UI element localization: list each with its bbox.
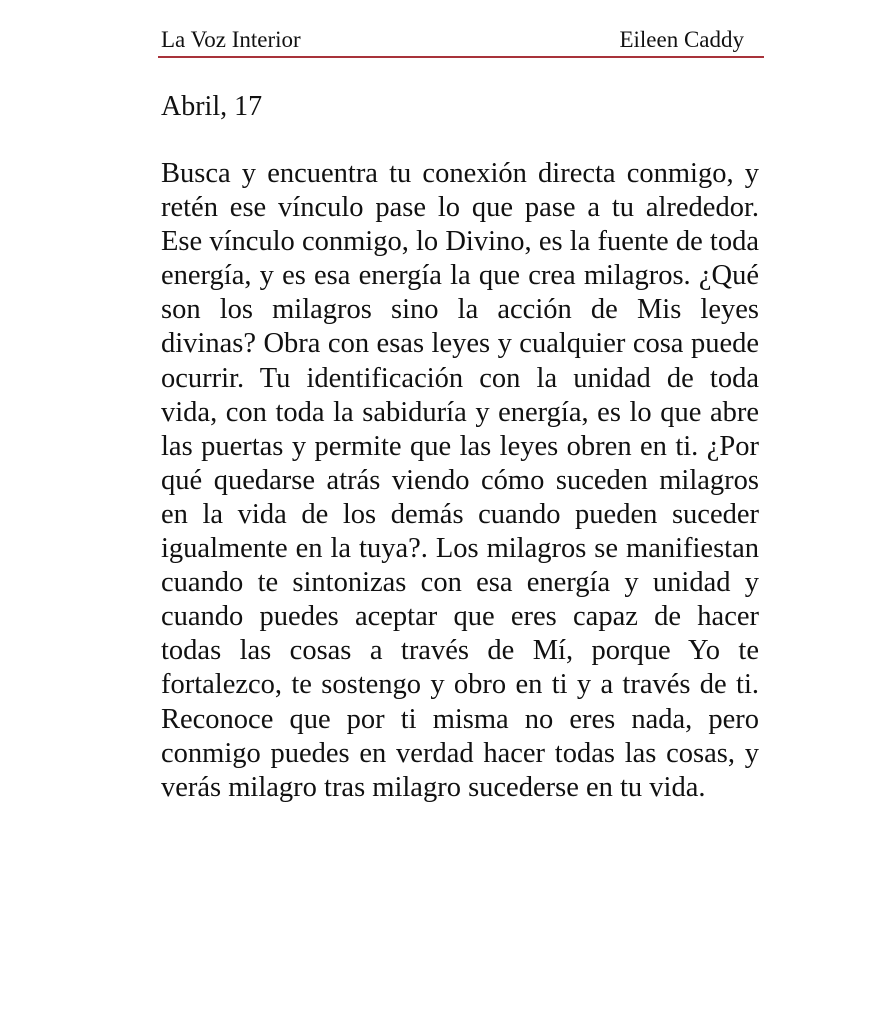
- author-name: Eileen Caddy: [619, 27, 744, 52]
- entry-body-text: Busca y encuentra tu conexión directa conmigo, y retén ese vínculo pase lo que pase a tu alrededor. Ese vínculo conmigo, lo Divino, es la fuente de toda energía, y es esa energía la que crea milagros. ¿Qué son los milagros sino la acción de Mis leyes divinas? Obra con esas leyes y cualquier cosa puede ocurrir. Tu identificación con la unidad de toda vida, con toda la sabiduría y energía, es lo que abre las puertas y permite que las leyes obren en ti. ¿Por qué quedarse atrás viendo cómo suceden milagros en la vida de los demás cuando pueden suceder igualmente en la tuya?. Los milagros se manifiestan cuando te sintonizas con esa energía y unidad y cuando puedes aceptar que eres capaz de hacer todas las cosas a través de Mí, porque Yo te fortalezco, te sostengo y obro en ti y a través de ti. Reconoce que por ti misma no eres nada, pero conmigo puedes en verdad hacer todas las cosas, y verás milagro tras milagro sucederse en tu vida.: [161, 158, 759, 803]
- entry-date: Abril, 17: [161, 91, 263, 122]
- book-title: La Voz Interior: [161, 27, 301, 52]
- page-header: [158, 26, 764, 58]
